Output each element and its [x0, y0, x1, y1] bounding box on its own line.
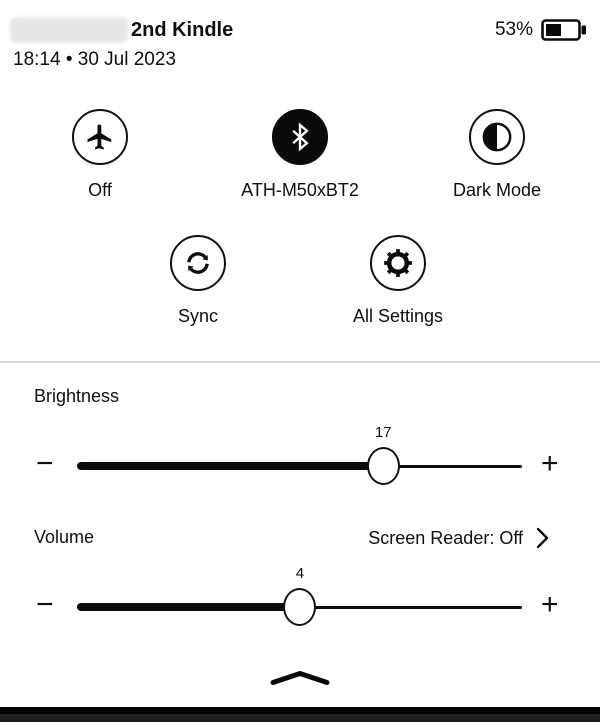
brightness-decrease-button[interactable]: −	[36, 447, 54, 480]
sync-button[interactable]	[88, 235, 308, 326]
volume-slider-fill	[77, 603, 300, 611]
sync-label: Sync	[177, 306, 219, 326]
battery-percentage: 53%	[494, 19, 533, 40]
airplane-icon	[72, 109, 128, 165]
screen-reader-status: Screen Reader: Off	[368, 528, 523, 548]
volume-decrease-button[interactable]: −	[36, 588, 54, 621]
gear-icon	[370, 235, 426, 291]
dark-mode-button[interactable]	[387, 109, 600, 200]
volume-slider[interactable]	[77, 565, 522, 627]
brightness-slider[interactable]	[77, 424, 522, 486]
volume-value: 4	[295, 565, 305, 582]
airplane-mode-label: Off	[88, 180, 112, 200]
volume-slider-handle[interactable]	[283, 588, 316, 626]
volume-slider-track	[300, 606, 522, 609]
battery-icon	[541, 19, 587, 41]
brightness-slider-track	[383, 465, 522, 468]
brightness-slider-fill	[77, 462, 383, 470]
bluetooth-device-label: ATH-M50xBT2	[241, 180, 359, 200]
collapse-panel-button[interactable]	[268, 669, 332, 687]
chevron-right-icon	[535, 526, 550, 550]
all-settings-label: All Settings	[352, 306, 444, 326]
section-divider	[0, 361, 600, 363]
volume-increase-button[interactable]: +	[541, 588, 559, 621]
bluetooth-icon	[272, 109, 328, 165]
brightness-increase-button[interactable]: +	[541, 447, 559, 480]
brightness-slider-handle[interactable]	[367, 447, 400, 485]
airplane-mode-button[interactable]	[0, 109, 210, 200]
bluetooth-button[interactable]	[190, 109, 410, 200]
time-and-date: 18:14 • 30 Jul 2023	[13, 49, 177, 70]
all-settings-button[interactable]	[288, 235, 508, 326]
screen-bottom-edge	[0, 707, 600, 722]
device-title: 2nd Kindle	[131, 19, 234, 41]
battery-status	[495, 17, 587, 43]
dark-mode-label: Dark Mode	[452, 180, 542, 200]
brightness-label: Brightness	[34, 386, 120, 406]
volume-label: Volume	[34, 527, 95, 547]
sync-icon	[170, 235, 226, 291]
dark-mode-icon	[469, 109, 525, 165]
redacted-owner-name	[10, 17, 128, 43]
brightness-value: 17	[374, 424, 392, 441]
screen-reader-button[interactable]	[368, 526, 550, 550]
